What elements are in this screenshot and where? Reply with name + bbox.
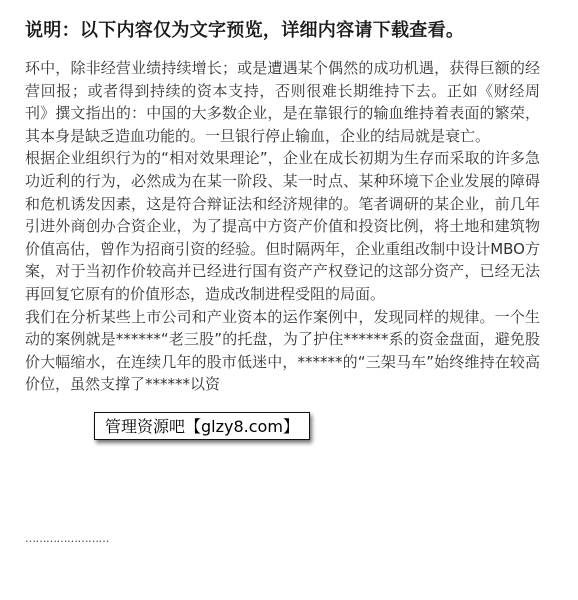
paragraph-2: 根据企业组织行为的“相对效果理论”，企业在成长初期为生存而采取的许多急功近利的行为，必然成为在某一阶段、某一时点、某种环境下企业发展的障碍和危机诱发因素，这是符合辩证法和经济规律的。笔者调研的某企业，前几年引进外商创办合资企业，为了提高中方资产价值和投资比例，将土地和建筑物价值高估，曾作为招商引资的经验。但时隔两年，企业重组改制中设计MBO方案，对于当初作价较高并已经进行国有资产产权登记的这部分资产，已经无法再回复它原有的价值形态，造成改制进程受阻的局面。 [25, 149, 540, 303]
document-body [25, 57, 540, 396]
paragraph-3: 我们在分析某些上市公司和产业资本的运作案例中，发现同样的规律。一个生动的案例就是******“老三股”的托盘，为了护住******系的资金盘面，避免股价大幅缩水，在连续几年的股市低迷中，******的“三架马车”始终维持在较高价位，虽然支撑了******以资 [25, 307, 540, 394]
site-watermark-banner: 管理资源吧【glzy8.com】 [94, 412, 310, 440]
truncation-marker: …………………… [25, 532, 109, 545]
paragraph-1: 环中，除非经营业绩持续增长；或是遭遇某个偶然的成功机遇，获得巨额的经营回报；或者得到持续的资本支持，否则很难长期维持下去。正如《财经周刊》撰文指出的：中国的大多数企业，是在靠银行的输血维持着表面的繁荣，其本身是缺乏造血功能的。一旦银行停止输血，企业的结局就是衰亡。 [25, 59, 540, 145]
preview-notice-heading: 说明：以下内容仅为文字预览，详细内容请下载查看。 [25, 20, 465, 41]
